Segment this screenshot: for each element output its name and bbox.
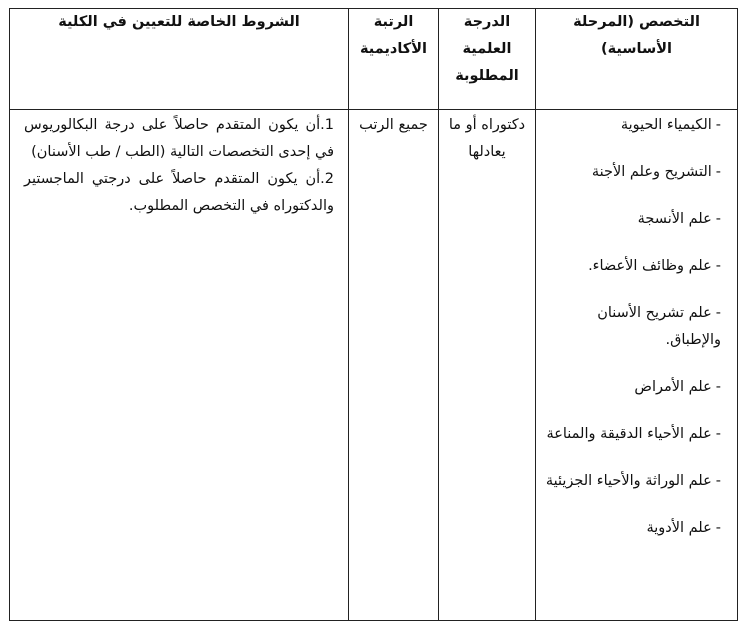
table-row <box>10 110 738 621</box>
specialization-name: التشريح وعلم الأجنة <box>591 164 712 180</box>
header-degree: الدرجة العلمية المطلوبة <box>439 9 536 110</box>
specialization-name: علم الوراثة والأحياء الجزيئية <box>545 473 712 489</box>
specialization-name: علم الأمراض <box>634 379 712 395</box>
degree-cell <box>439 110 536 621</box>
specialization-prefix: - <box>715 379 721 395</box>
specialization-prefix: - <box>715 305 721 321</box>
specialization-prefix: - <box>715 520 721 536</box>
list-item <box>544 468 721 495</box>
list-item <box>544 300 721 354</box>
specializations-list <box>544 112 729 542</box>
table-header-row <box>10 9 738 110</box>
specialization-name: الكيمياء الحيوية <box>620 117 712 133</box>
list-item <box>544 159 721 186</box>
conditions-cell <box>10 110 349 621</box>
list-item <box>544 206 721 233</box>
header-specialization: التخصص (المرحلة الأساسية) <box>536 9 738 110</box>
list-item <box>544 253 721 280</box>
list-item <box>544 515 721 542</box>
condition-item: 2.أن يكون المتقدم حاصلاً على درجتي الماجستير والدكتوراه في التخصص المطلوب. <box>24 171 334 214</box>
degree-value: دكتوراه أو ما يعادلها <box>448 117 526 160</box>
specialization-prefix: - <box>715 426 721 442</box>
condition-item: 1.أن يكون المتقدم حاصلاً على درجة البكالوريوس في إحدى التخصصات التالية (الطب / طب الأسنان) <box>24 117 334 160</box>
list-item <box>544 421 721 448</box>
specialization-prefix: - <box>715 258 721 274</box>
requirements-table-wrapper <box>10 8 738 621</box>
list-item <box>544 112 721 139</box>
specializations-cell <box>536 110 738 621</box>
specialization-name: علم الأنسجة <box>637 211 712 227</box>
list-item <box>544 374 721 401</box>
specialization-prefix: - <box>715 117 721 133</box>
rank-cell <box>349 110 439 621</box>
specialization-name: علم وظائف الأعضاء. <box>588 258 712 274</box>
header-conditions: الشروط الخاصة للتعيين في الكلية <box>10 9 349 110</box>
specialization-name: علم الأدوية <box>646 520 712 536</box>
specialization-name: علم تشريح الأسنان والإطباق. <box>597 305 721 348</box>
requirements-table <box>9 8 738 621</box>
specialization-name: علم الأحياء الدقيقة والمناعة <box>546 426 712 442</box>
rank-value: جميع الرتب <box>359 117 428 133</box>
specialization-prefix: - <box>715 164 721 180</box>
specialization-prefix: - <box>715 473 721 489</box>
header-rank: الرتبة الأكاديمية <box>349 9 439 110</box>
specialization-prefix: - <box>715 211 721 227</box>
